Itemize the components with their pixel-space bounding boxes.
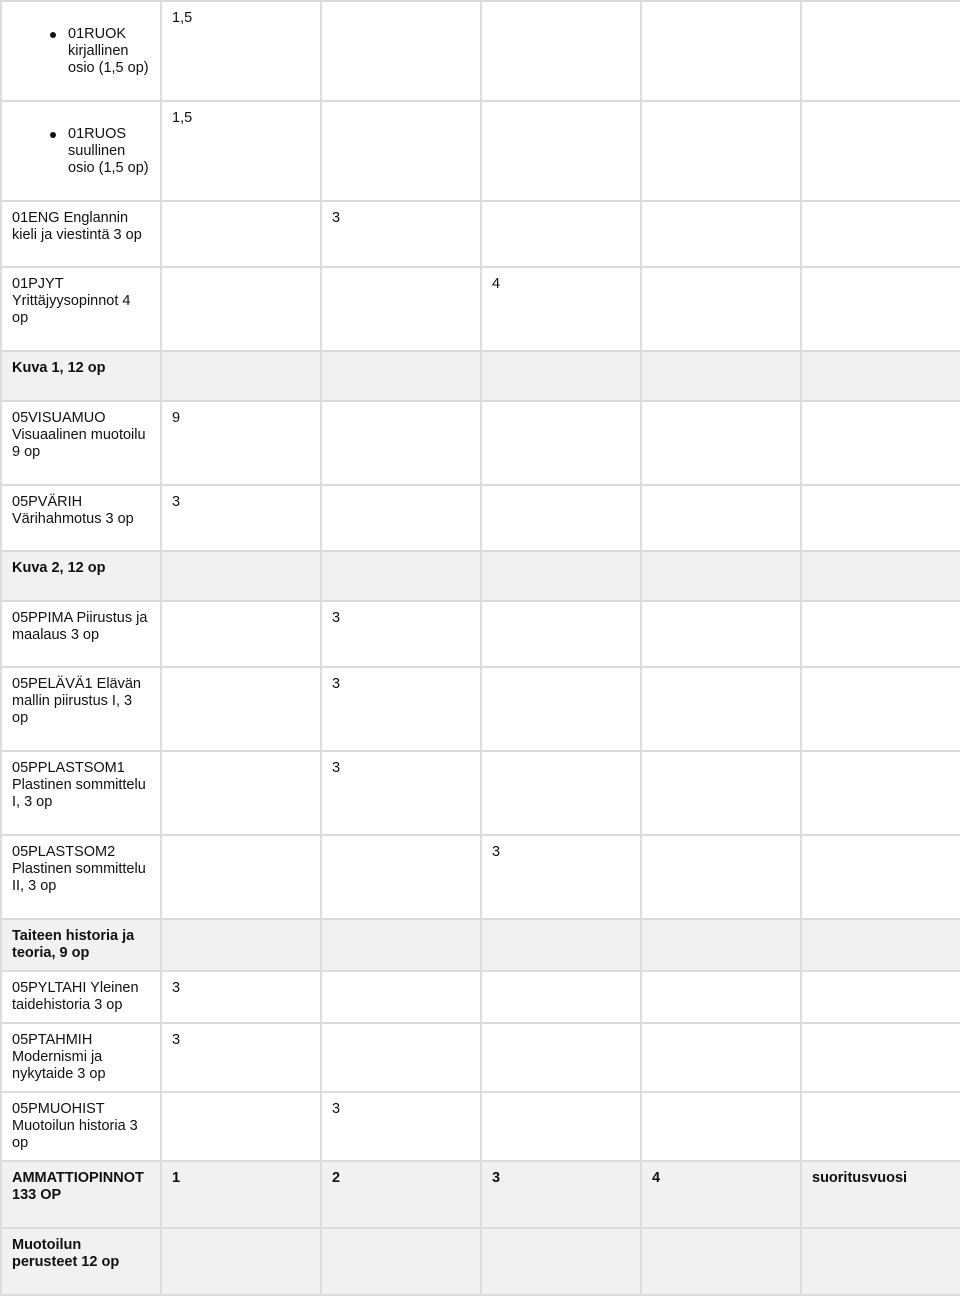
section-heading-cell <box>1 551 161 601</box>
credit-cell-4 <box>641 1 801 101</box>
credit-cell-4 <box>641 201 801 267</box>
credit-cell-5 <box>801 1 960 101</box>
credit-cell-2 <box>321 835 481 919</box>
section-heading: Kuva 2, 12 op <box>12 560 106 576</box>
credit-cell-3 <box>481 1092 641 1161</box>
credit-cell-2 <box>321 1023 481 1092</box>
table-row <box>1 971 960 1023</box>
course-name: 01RUOS suullinen osio (1,5 op) <box>68 126 149 176</box>
credit-value: 3 <box>172 494 181 510</box>
credit-cell-2 <box>321 401 481 485</box>
course-name-cell <box>1 1 161 101</box>
credit-value: 3 <box>492 844 501 860</box>
credit-cell-1 <box>161 1228 321 1295</box>
section-heading-cell <box>1 351 161 401</box>
credit-cell-5 <box>801 601 960 667</box>
credit-cell-1 <box>161 1 321 101</box>
credit-value: 3 <box>492 1170 501 1186</box>
credit-value: 3 <box>172 1032 181 1048</box>
credit-value: suoritusvuosi <box>812 1170 908 1186</box>
course-name-cell <box>1 485 161 551</box>
credit-cell-4 <box>641 485 801 551</box>
credit-cell-5 <box>801 1023 960 1092</box>
credit-cell-1 <box>161 551 321 601</box>
credit-cell-3 <box>481 1228 641 1295</box>
credit-cell-4 <box>641 1092 801 1161</box>
credit-cell-4 <box>641 351 801 401</box>
course-name-cell <box>1 267 161 351</box>
credit-value: 3 <box>332 210 341 226</box>
credit-cell-5 <box>801 201 960 267</box>
credit-cell-4 <box>641 667 801 751</box>
credit-cell-5 <box>801 551 960 601</box>
credit-value: 4 <box>492 276 501 292</box>
credit-cell-1 <box>161 1092 321 1161</box>
credit-cell-4 <box>641 1228 801 1295</box>
credit-cell-2 <box>321 971 481 1023</box>
credit-cell-4 <box>641 751 801 835</box>
credit-cell-3 <box>481 1023 641 1092</box>
table-row <box>1 751 960 835</box>
section-heading-cell <box>1 1228 161 1295</box>
bullet-icon <box>50 132 56 138</box>
credit-value: 1,5 <box>172 110 193 126</box>
credit-cell-3 <box>481 667 641 751</box>
table-row <box>1 835 960 919</box>
credit-cell-3 <box>481 485 641 551</box>
credit-cell-1 <box>161 267 321 351</box>
credit-cell-5 <box>801 101 960 201</box>
course-name-cell <box>1 401 161 485</box>
table-row <box>1 1092 960 1161</box>
credit-cell-1 <box>161 601 321 667</box>
bullet-icon <box>50 32 56 38</box>
credit-cell-2 <box>321 351 481 401</box>
credit-cell-3 <box>481 971 641 1023</box>
credit-cell-2 <box>321 601 481 667</box>
table-row <box>1 1 960 101</box>
credit-cell-2 <box>321 267 481 351</box>
section-heading-cell <box>1 919 161 971</box>
credit-cell-4 <box>641 971 801 1023</box>
credit-cell-1 <box>161 485 321 551</box>
credit-cell-3 <box>481 351 641 401</box>
table-row <box>1 401 960 485</box>
table-row <box>1 551 960 601</box>
credit-cell-4 <box>641 919 801 971</box>
credit-cell-1 <box>161 971 321 1023</box>
credit-value: 4 <box>652 1170 661 1186</box>
course-name-cell <box>1 971 161 1023</box>
credit-value: 1,5 <box>172 10 193 26</box>
credit-cell-1 <box>161 667 321 751</box>
course-name: 05PPLASTSOM1 Plastinen sommittelu I, 3 op <box>12 760 146 810</box>
credit-cell-2 <box>321 201 481 267</box>
credit-cell-4 <box>641 101 801 201</box>
credit-cell-5 <box>801 667 960 751</box>
table-row <box>1 101 960 201</box>
table-row <box>1 919 960 971</box>
course-name: 05PPIMA Piirustus ja maalaus 3 op <box>12 610 148 643</box>
course-name-cell <box>1 1023 161 1092</box>
credit-cell-5 <box>801 971 960 1023</box>
credit-cell-5 <box>801 401 960 485</box>
credit-cell-3 <box>481 601 641 667</box>
course-name: 01ENG Englannin kieli ja viestintä 3 op <box>12 210 142 243</box>
credit-cell-2 <box>321 1 481 101</box>
credit-cell-3 <box>481 401 641 485</box>
section-heading: Taiteen historia ja teoria, 9 op <box>12 928 135 961</box>
credit-cell-2 <box>321 751 481 835</box>
credit-cell-3 <box>481 835 641 919</box>
credit-cell-1 <box>161 201 321 267</box>
credit-cell-4 <box>641 267 801 351</box>
table-row <box>1 201 960 267</box>
table-row <box>1 1023 960 1092</box>
credit-value: 3 <box>332 1101 341 1117</box>
credit-cell-2 <box>321 667 481 751</box>
table-row <box>1 667 960 751</box>
credit-cell-1 <box>161 1023 321 1092</box>
course-name-cell <box>1 601 161 667</box>
table-row <box>1 1161 960 1228</box>
credit-cell-5 <box>801 1161 960 1228</box>
credit-cell-3 <box>481 751 641 835</box>
credit-cell-3 <box>481 267 641 351</box>
credit-cell-2 <box>321 1161 481 1228</box>
course-name: 05PYLTAHI Yleinen taidehistoria 3 op <box>12 980 139 1013</box>
table-row <box>1 351 960 401</box>
section-heading: Kuva 1, 12 op <box>12 360 106 376</box>
credit-cell-2 <box>321 1092 481 1161</box>
credit-value: 3 <box>332 610 341 626</box>
credit-cell-4 <box>641 601 801 667</box>
course-name: 01PJYT Yrittäjyysopinnot 4 op <box>12 276 131 326</box>
course-name: 01RUOK kirjallinen osio (1,5 op) <box>68 26 149 76</box>
section-heading-cell <box>1 1161 161 1228</box>
credit-cell-3 <box>481 1161 641 1228</box>
course-name-cell <box>1 667 161 751</box>
section-heading: Muotoilun perusteet 12 op <box>12 1237 120 1270</box>
credit-cell-1 <box>161 919 321 971</box>
credit-cell-1 <box>161 835 321 919</box>
course-name-cell <box>1 835 161 919</box>
course-name: 05VISUAMUO Visuaalinen muotoilu 9 op <box>12 410 146 460</box>
credit-value: 3 <box>332 760 341 776</box>
credit-cell-3 <box>481 201 641 267</box>
table-row <box>1 485 960 551</box>
credit-cell-5 <box>801 1092 960 1161</box>
credit-value: 9 <box>172 410 181 426</box>
course-name-cell <box>1 101 161 201</box>
credit-cell-3 <box>481 551 641 601</box>
credit-cell-3 <box>481 1 641 101</box>
credit-cell-4 <box>641 1161 801 1228</box>
credit-cell-2 <box>321 1228 481 1295</box>
credit-cell-5 <box>801 1228 960 1295</box>
credit-value: 2 <box>332 1170 341 1186</box>
credit-cell-4 <box>641 401 801 485</box>
credit-cell-5 <box>801 267 960 351</box>
table-row <box>1 601 960 667</box>
credit-value: 1 <box>172 1170 181 1186</box>
course-name: 05PLASTSOM2 Plastinen sommittelu II, 3 op <box>12 844 146 894</box>
table-row <box>1 267 960 351</box>
credit-cell-3 <box>481 101 641 201</box>
section-heading: AMMATTIOPINNOT 133 OP <box>12 1170 144 1203</box>
table-row <box>1 1228 960 1295</box>
credit-cell-1 <box>161 101 321 201</box>
credit-cell-4 <box>641 551 801 601</box>
credit-cell-4 <box>641 1023 801 1092</box>
course-name-cell <box>1 1092 161 1161</box>
credit-cell-1 <box>161 751 321 835</box>
credit-cell-2 <box>321 551 481 601</box>
credit-value: 3 <box>172 980 181 996</box>
credit-cell-5 <box>801 835 960 919</box>
credit-cell-2 <box>321 919 481 971</box>
credit-cell-1 <box>161 401 321 485</box>
credit-cell-1 <box>161 351 321 401</box>
credit-value: 3 <box>332 676 341 692</box>
course-name: 05PTAHMIH Modernismi ja nykytaide 3 op <box>12 1032 106 1082</box>
credit-cell-1 <box>161 1161 321 1228</box>
credit-cell-4 <box>641 835 801 919</box>
credit-cell-2 <box>321 101 481 201</box>
credit-cell-3 <box>481 919 641 971</box>
credit-cell-2 <box>321 485 481 551</box>
credit-cell-5 <box>801 351 960 401</box>
credit-cell-5 <box>801 485 960 551</box>
course-name: 05PVÄRIH Värihahmotus 3 op <box>12 494 134 527</box>
course-name: 05PMUOHIST Muotoilun historia 3 op <box>12 1101 138 1151</box>
course-name: 05PELÄVÄ1 Elävän mallin piirustus I, 3 op <box>12 676 141 726</box>
course-name-cell <box>1 751 161 835</box>
credit-cell-5 <box>801 919 960 971</box>
credit-cell-5 <box>801 751 960 835</box>
course-name-cell <box>1 201 161 267</box>
